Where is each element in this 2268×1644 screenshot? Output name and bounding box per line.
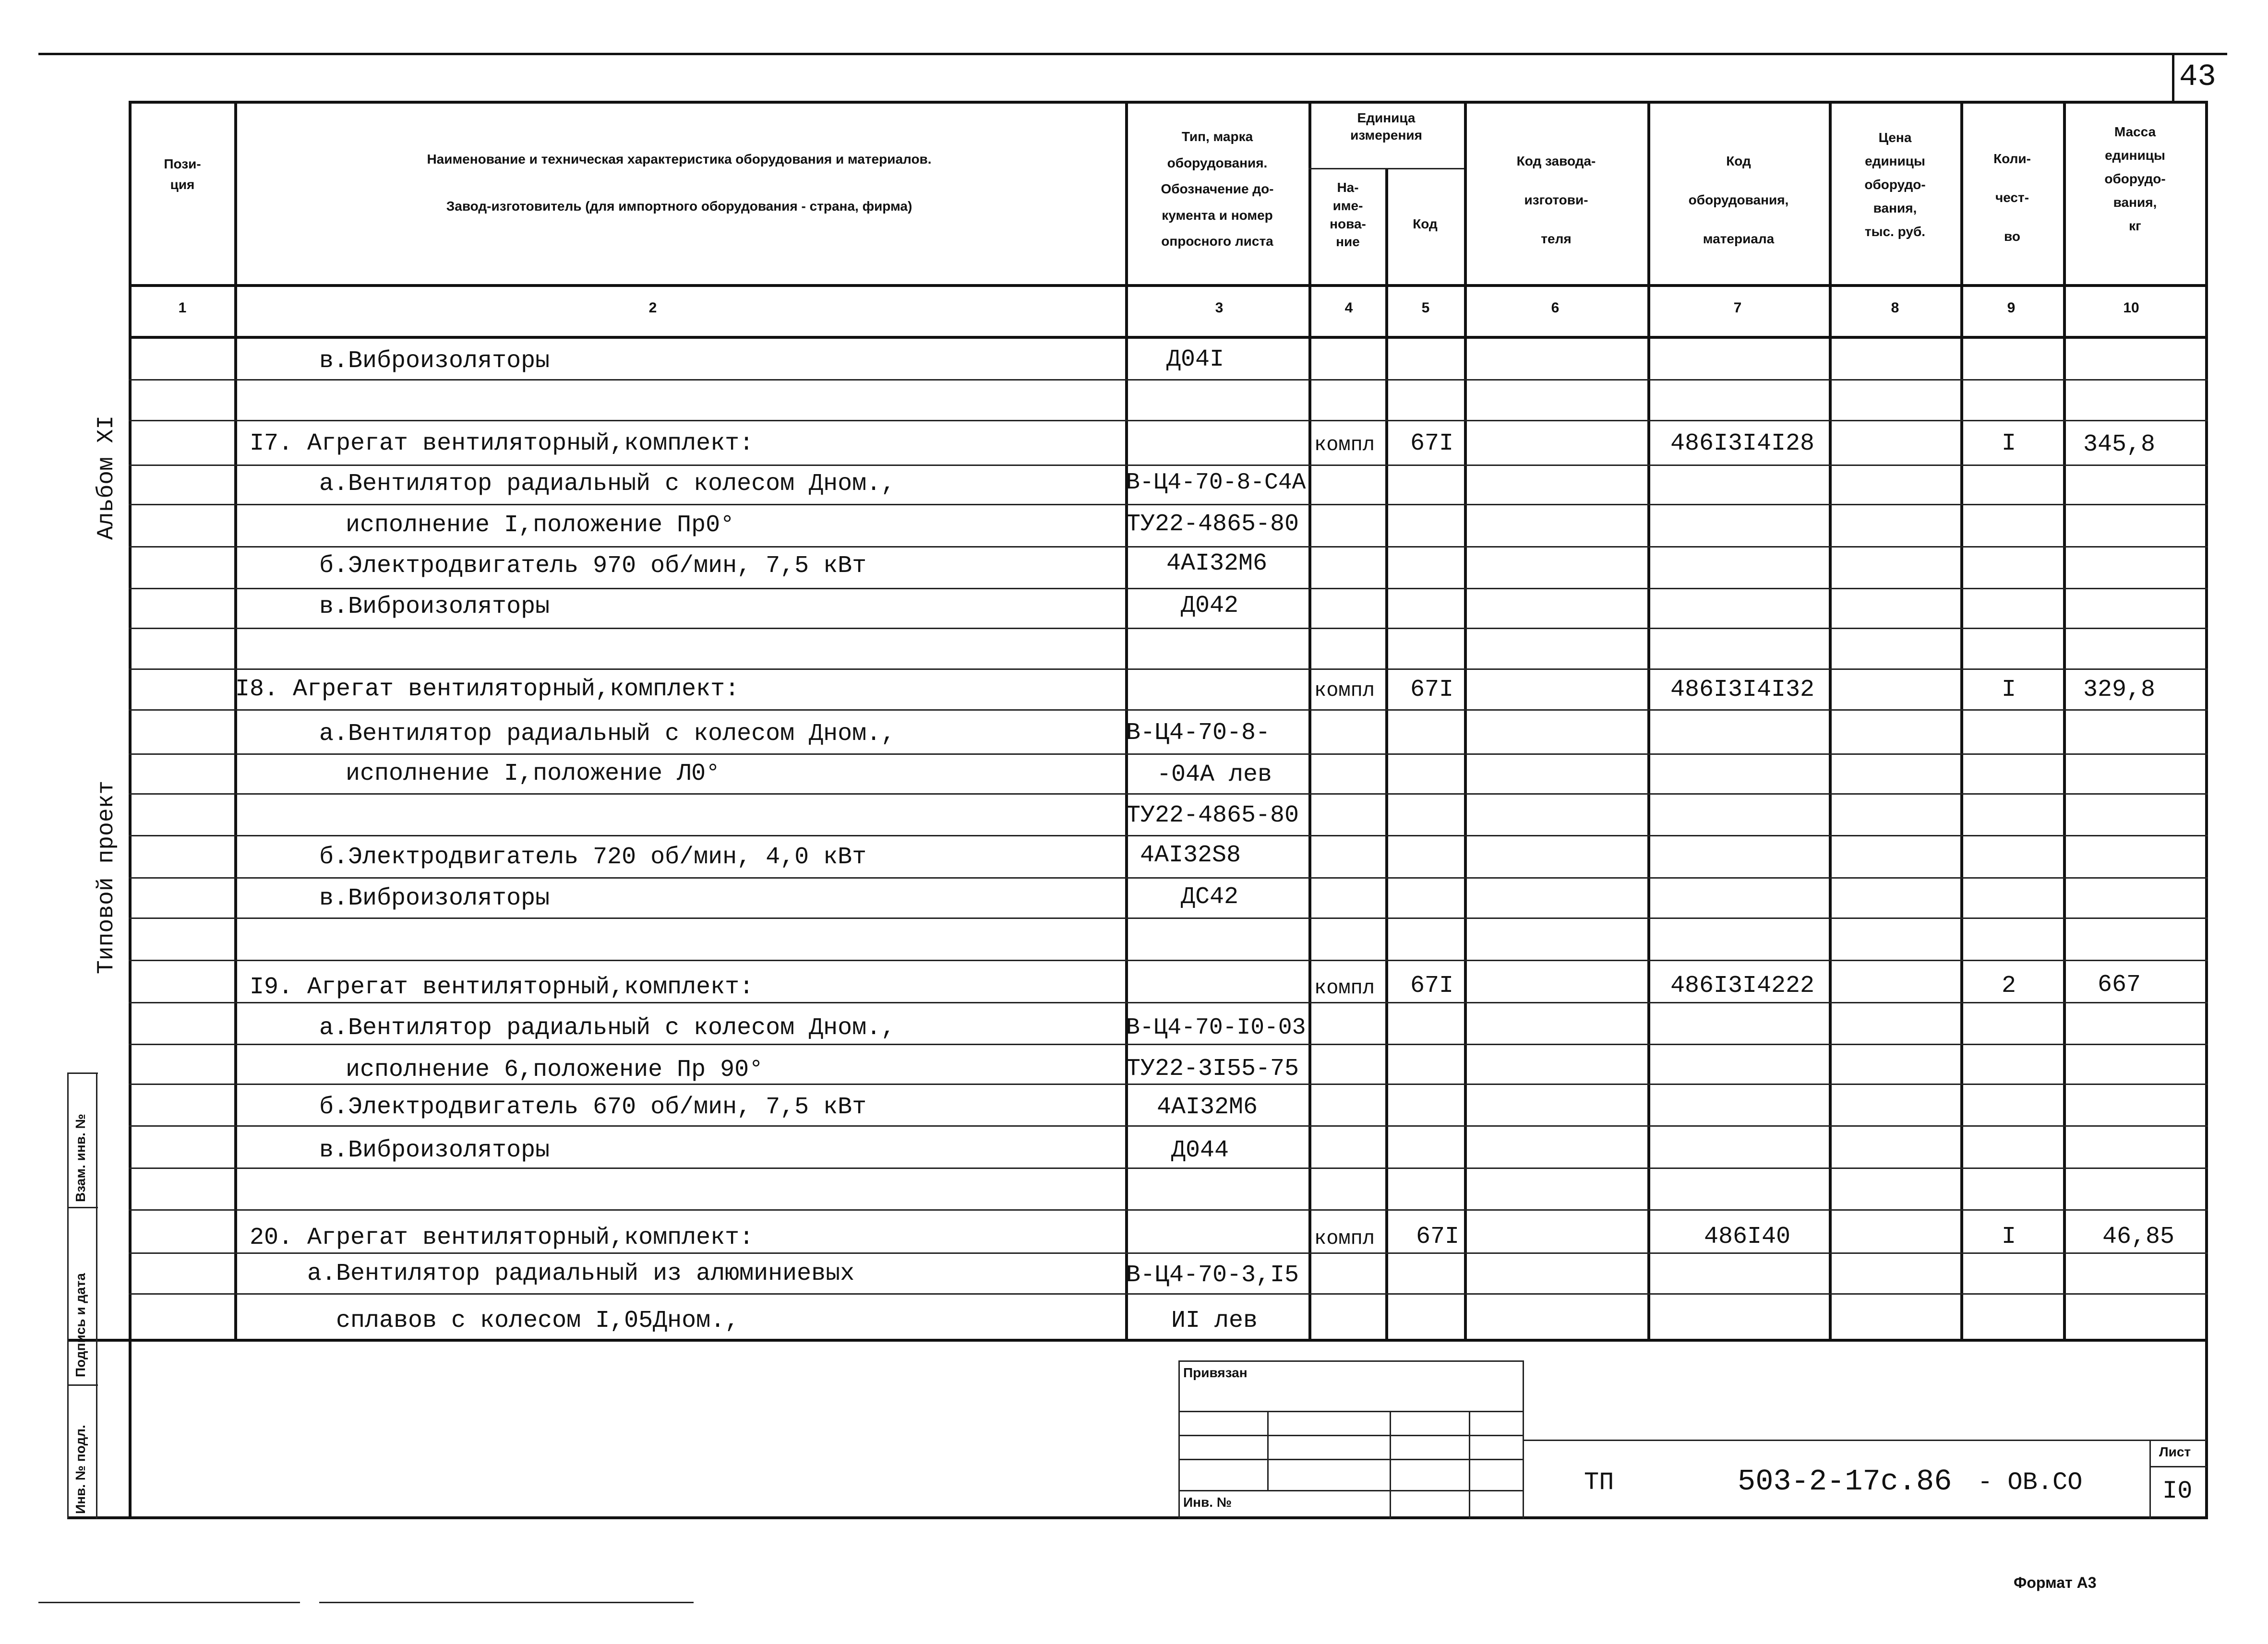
stamp-attached: Привязан <box>1183 1365 1248 1380</box>
header-mass: Масса единицы оборудо- вания, кг <box>2104 124 2166 233</box>
stamp-sheet-label: Лист <box>2159 1444 2191 1459</box>
row-code: 67I <box>1416 1223 1460 1251</box>
row-qty: 2 <box>2002 972 2016 1000</box>
row-qty: I <box>2002 1223 2016 1251</box>
column-number: 1 <box>178 300 187 316</box>
row-type: В-Ц4-70-3,I5 <box>1126 1262 1299 1289</box>
column-number: 6 <box>1551 300 1560 316</box>
row-type: Д04I <box>1166 346 1224 373</box>
stamp-designation: 503-2-17с.86 <box>1738 1465 1952 1499</box>
side-box-inv-replace: Взам. инв. № <box>73 1114 88 1202</box>
stamp-inv-no: Инв. № <box>1183 1495 1232 1510</box>
row-name: в.Виброизоляторы <box>319 885 550 912</box>
row-qty: I <box>2002 676 2016 703</box>
bottom-rule-left <box>38 1602 300 1603</box>
row-unit: компл <box>1314 433 1375 456</box>
row-code: 67I <box>1410 676 1454 703</box>
side-box-inv-orig: Инв. № подл. <box>73 1425 88 1514</box>
row-type: ТУ22-4865-80 <box>1126 511 1299 538</box>
row-name: б.Электродвигатель 670 об/мин, 7,5 кВт <box>319 1094 867 1121</box>
row-name: исполнение I,положение Л0° <box>346 760 720 787</box>
row-type: ТУ22-4865-80 <box>1126 802 1299 829</box>
corner-divider <box>2172 55 2174 103</box>
header-factory-code: Код завода- изготови- теля <box>1516 154 1596 247</box>
row-type: ДС42 <box>1181 883 1239 911</box>
row-name: исполнение I,положение Пр0° <box>346 512 735 539</box>
column-number: 2 <box>648 300 657 316</box>
row-name: а.Вентилятор радиальный с колесом Дном., <box>319 720 896 748</box>
row-name: I7. Агрегат вентиляторный,комплект: <box>250 430 754 457</box>
column-number: 3 <box>1215 300 1224 316</box>
row-name: а.Вентилятор радиальный с колесом Дном., <box>319 470 896 498</box>
row-mass: 345,8 <box>2083 431 2156 458</box>
sheet-corner-number: 43 <box>2179 60 2216 95</box>
row-mass: 667 <box>2098 971 2141 999</box>
row-name: 20. Агрегат вентиляторный,комплект: <box>250 1224 754 1251</box>
header-unit-name: На- име- нова- ние <box>1330 180 1366 250</box>
column-number: 8 <box>1891 300 1899 316</box>
column-number: 5 <box>1421 300 1430 316</box>
row-type: -04А лев <box>1157 761 1272 788</box>
top-rule <box>38 53 2227 55</box>
row-unit: компл <box>1314 977 1375 1000</box>
header-unit-group: Единица измерения <box>1350 110 1422 143</box>
row-qty: I <box>2002 430 2016 457</box>
row-name: I8. Агрегат вентиляторный,комплект: <box>235 676 740 703</box>
row-mass: 46,85 <box>2102 1223 2175 1251</box>
row-type: В-Ц4-70-8-С4А <box>1126 470 1306 496</box>
row-name: сплавов с колесом I,05Дном., <box>336 1307 740 1334</box>
stamp-sheet-number: I0 <box>2162 1477 2193 1505</box>
format-label: Формат А3 <box>2014 1574 2097 1591</box>
row-type: Д044 <box>1171 1137 1229 1164</box>
header-name-line1: Наименование и техническая характеристика оборудования и материалов. <box>427 152 932 167</box>
row-name: б.Электродвигатель 720 об/мин, 4,0 кВт <box>319 844 867 871</box>
header-quantity: Коли- чест- во <box>1993 151 2031 244</box>
side-label-album: Альбом XI <box>94 415 120 540</box>
row-equip-code: 486I40 <box>1704 1223 1791 1251</box>
row-type: В-Ц4-70-I0-03 <box>1126 1015 1306 1041</box>
column-number: 7 <box>1733 300 1742 316</box>
row-mass: 329,8 <box>2083 676 2156 703</box>
column-number: 4 <box>1344 300 1353 316</box>
header-equipment-code: Код оборудования, материала <box>1688 154 1789 247</box>
row-name: а.Вентилятор радиальный с колесом Дном., <box>319 1014 896 1042</box>
stamp-prefix: ТП <box>1584 1468 1614 1497</box>
row-name: в.Виброизоляторы <box>319 347 550 375</box>
row-code: 67I <box>1410 430 1454 457</box>
row-type: ТУ22-3I55-75 <box>1126 1055 1299 1083</box>
row-equip-code: 486I3I4222 <box>1670 972 1815 1000</box>
row-type: ИI лев <box>1171 1307 1258 1334</box>
row-equip-code: 486I3I4I32 <box>1670 676 1815 703</box>
header-price: Цена единицы оборудо- вания, тыс. руб. <box>1864 130 1926 239</box>
row-unit: компл <box>1314 679 1375 702</box>
row-name: а.Вентилятор радиальный из алюминиевых <box>307 1260 855 1287</box>
column-number: 10 <box>2123 300 2139 316</box>
row-type: 4АI32М6 <box>1157 1094 1258 1121</box>
side-box-sign-date: Подпись и дата <box>73 1273 88 1377</box>
side-label-project: Типовой проект <box>94 780 120 974</box>
row-name: б.Электродвигатель 970 об/мин, 7,5 кВт <box>319 552 867 580</box>
row-type: 4АI32М6 <box>1166 550 1268 577</box>
row-type: В-Ц4-70-8- <box>1126 719 1271 747</box>
stamp-suffix: - ОВ.СО <box>1978 1468 2083 1497</box>
header-type: Тип, марка оборудования. Обозначение до- кумента и номер опросного листа <box>1161 129 1274 249</box>
row-code: 67I <box>1410 972 1454 1000</box>
column-number: 9 <box>2007 300 2016 316</box>
row-unit: компл <box>1314 1227 1375 1250</box>
header-name-line2: Завод-изготовитель (для импортного оборудования - страна, фирма) <box>446 199 912 214</box>
row-name: I9. Агрегат вентиляторный,комплект: <box>250 974 754 1001</box>
row-type: Д042 <box>1181 592 1239 619</box>
row-name: в.Виброизоляторы <box>319 593 550 620</box>
row-name: исполнение 6,положение Пр 90° <box>346 1056 764 1084</box>
header-unit-code: Код <box>1413 216 1438 231</box>
header-position: Пози- ция <box>164 156 201 192</box>
row-name: в.Виброизоляторы <box>319 1137 550 1164</box>
row-equip-code: 486I3I4I28 <box>1670 430 1815 457</box>
bottom-rule-right <box>319 1602 694 1603</box>
row-type: 4АI32S8 <box>1140 842 1241 869</box>
